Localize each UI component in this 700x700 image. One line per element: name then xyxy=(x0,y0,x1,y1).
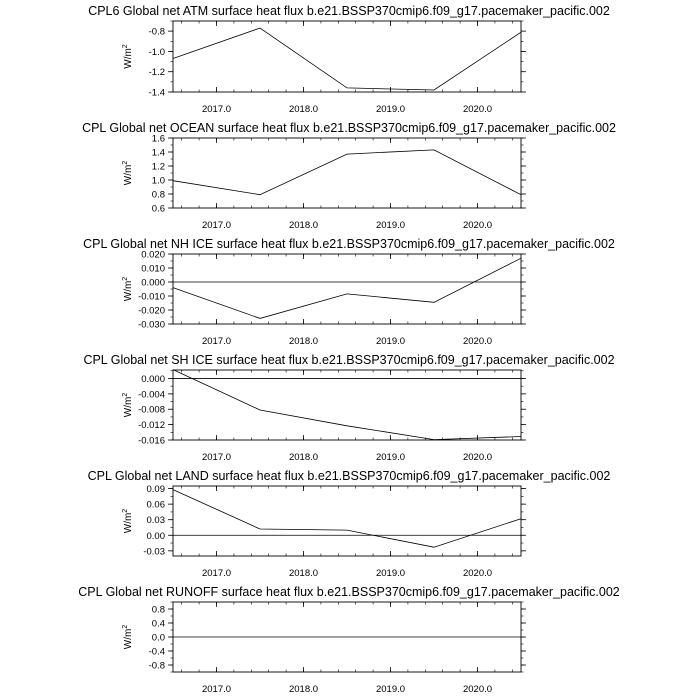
x-tick-label: 2020.0 xyxy=(462,452,493,463)
x-tick-label: 2019.0 xyxy=(375,568,406,579)
panel-title: CPL Global net NH ICE surface heat flux b.e21.BSSP370cmip6.f09_g17.pacemaker_pacific.002 xyxy=(83,237,615,251)
series-line xyxy=(173,370,521,440)
y-tick-label: -0.03 xyxy=(143,546,165,558)
x-tick-label: 2020.0 xyxy=(462,684,493,695)
y-axis-label: $W/m^2$ xyxy=(122,160,134,186)
y-tick-label: 0.020 xyxy=(141,249,165,261)
panel-3 xyxy=(83,237,615,347)
y-tick-label: -0.020 xyxy=(138,305,165,317)
y-tick-label: 1.6 xyxy=(151,133,165,145)
y-tick-label: -0.030 xyxy=(138,319,165,331)
plot-frame xyxy=(173,138,521,208)
x-tick-label: 2017.0 xyxy=(201,684,232,695)
y-tick-label: -0.8 xyxy=(148,26,165,38)
y-tick-label: 1.4 xyxy=(151,147,165,159)
x-tick-label: 2018.0 xyxy=(288,568,319,579)
y-axis-label: $W/m^2$ xyxy=(122,508,134,534)
y-tick-label: -1.2 xyxy=(148,67,165,79)
y-tick-label: 0.03 xyxy=(146,515,165,527)
series-line xyxy=(173,150,521,195)
x-tick-label: 2017.0 xyxy=(201,568,232,579)
y-tick-label: 0.09 xyxy=(146,484,165,496)
y-tick-label: -0.4 xyxy=(148,646,165,658)
x-tick-label: 2017.0 xyxy=(201,336,232,347)
x-tick-label: 2019.0 xyxy=(375,336,406,347)
y-tick-label: 0.00 xyxy=(146,530,165,542)
y-tick-label: 0.000 xyxy=(141,373,165,385)
y-tick-label: 1.0 xyxy=(151,175,165,187)
x-tick-label: 2020.0 xyxy=(462,220,493,231)
y-tick-label: 0.06 xyxy=(146,499,165,511)
y-tick-label: -0.016 xyxy=(138,435,165,447)
x-tick-label: 2018.0 xyxy=(288,336,319,347)
y-tick-label: -0.012 xyxy=(138,420,165,432)
panel-title: CPL Global net RUNOFF surface heat flux b.e21.BSSP370cmip6.f09_g17.pacemaker_pacific.002 xyxy=(78,585,620,599)
y-tick-label: 0.6 xyxy=(151,203,165,215)
panel-4 xyxy=(83,353,614,463)
y-tick-label: -0.008 xyxy=(138,404,165,416)
x-tick-label: 2017.0 xyxy=(201,452,232,463)
panel-title: CPL Global net OCEAN surface heat flux b.e21.BSSP370cmip6.f09_g17.pacemaker_pacific.002 xyxy=(82,121,616,135)
panel-1 xyxy=(88,4,610,115)
x-tick-label: 2019.0 xyxy=(375,684,406,695)
x-tick-label: 2020.0 xyxy=(462,568,493,579)
x-tick-label: 2020.0 xyxy=(462,336,493,347)
x-tick-label: 2019.0 xyxy=(375,452,406,463)
y-tick-label: 0.0 xyxy=(151,632,165,644)
panel-title: CPL Global net LAND surface heat flux b.e21.BSSP370cmip6.f09_g17.pacemaker_pacific.002 xyxy=(87,469,611,483)
panel-title: CPL6 Global net ATM surface heat flux b.e21.BSSP370cmip6.f09_g17.pacemaker_pacific.002 xyxy=(88,4,610,18)
y-axis-label: $W/m^2$ xyxy=(122,276,134,302)
plot-frame xyxy=(173,21,521,92)
panel-6 xyxy=(78,585,620,695)
x-tick-label: 2018.0 xyxy=(288,104,319,115)
x-tick-label: 2019.0 xyxy=(375,104,406,115)
x-tick-label: 2018.0 xyxy=(288,684,319,695)
x-tick-label: 2019.0 xyxy=(375,220,406,231)
x-tick-label: 2017.0 xyxy=(201,220,232,231)
plot-frame xyxy=(173,486,521,556)
panel-title: CPL Global net SH ICE surface heat flux b.e21.BSSP370cmip6.f09_g17.pacemaker_pacific.002 xyxy=(83,353,615,367)
plot-frame xyxy=(173,254,521,324)
y-tick-label: 0.8 xyxy=(151,189,165,201)
series-line xyxy=(173,490,521,548)
y-tick-label: -0.8 xyxy=(148,660,165,672)
y-tick-label: 0.8 xyxy=(151,604,165,616)
y-tick-label: -0.004 xyxy=(138,389,165,401)
plot-frame xyxy=(173,370,521,440)
x-tick-label: 2017.0 xyxy=(201,104,232,115)
x-tick-label: 2018.0 xyxy=(288,220,319,231)
x-tick-label: 2018.0 xyxy=(288,452,319,463)
y-axis-label: $W/m^2$ xyxy=(122,392,134,418)
y-axis-label: $W/m^2$ xyxy=(122,624,134,650)
y-tick-label: -1.0 xyxy=(148,46,165,58)
panel-5 xyxy=(88,469,611,579)
series-line xyxy=(173,258,521,318)
panel-2 xyxy=(82,121,616,231)
y-tick-label: -1.4 xyxy=(148,87,165,99)
y-axis-label: $W/m^2$ xyxy=(122,44,134,69)
x-tick-label: 2020.0 xyxy=(462,104,493,115)
y-tick-label: 0.010 xyxy=(141,263,165,275)
y-tick-label: 0.4 xyxy=(151,618,165,630)
y-tick-label: -0.010 xyxy=(138,291,165,303)
y-tick-label: 0.000 xyxy=(141,277,165,289)
series-line xyxy=(173,28,521,90)
y-tick-label: 1.2 xyxy=(151,161,165,173)
